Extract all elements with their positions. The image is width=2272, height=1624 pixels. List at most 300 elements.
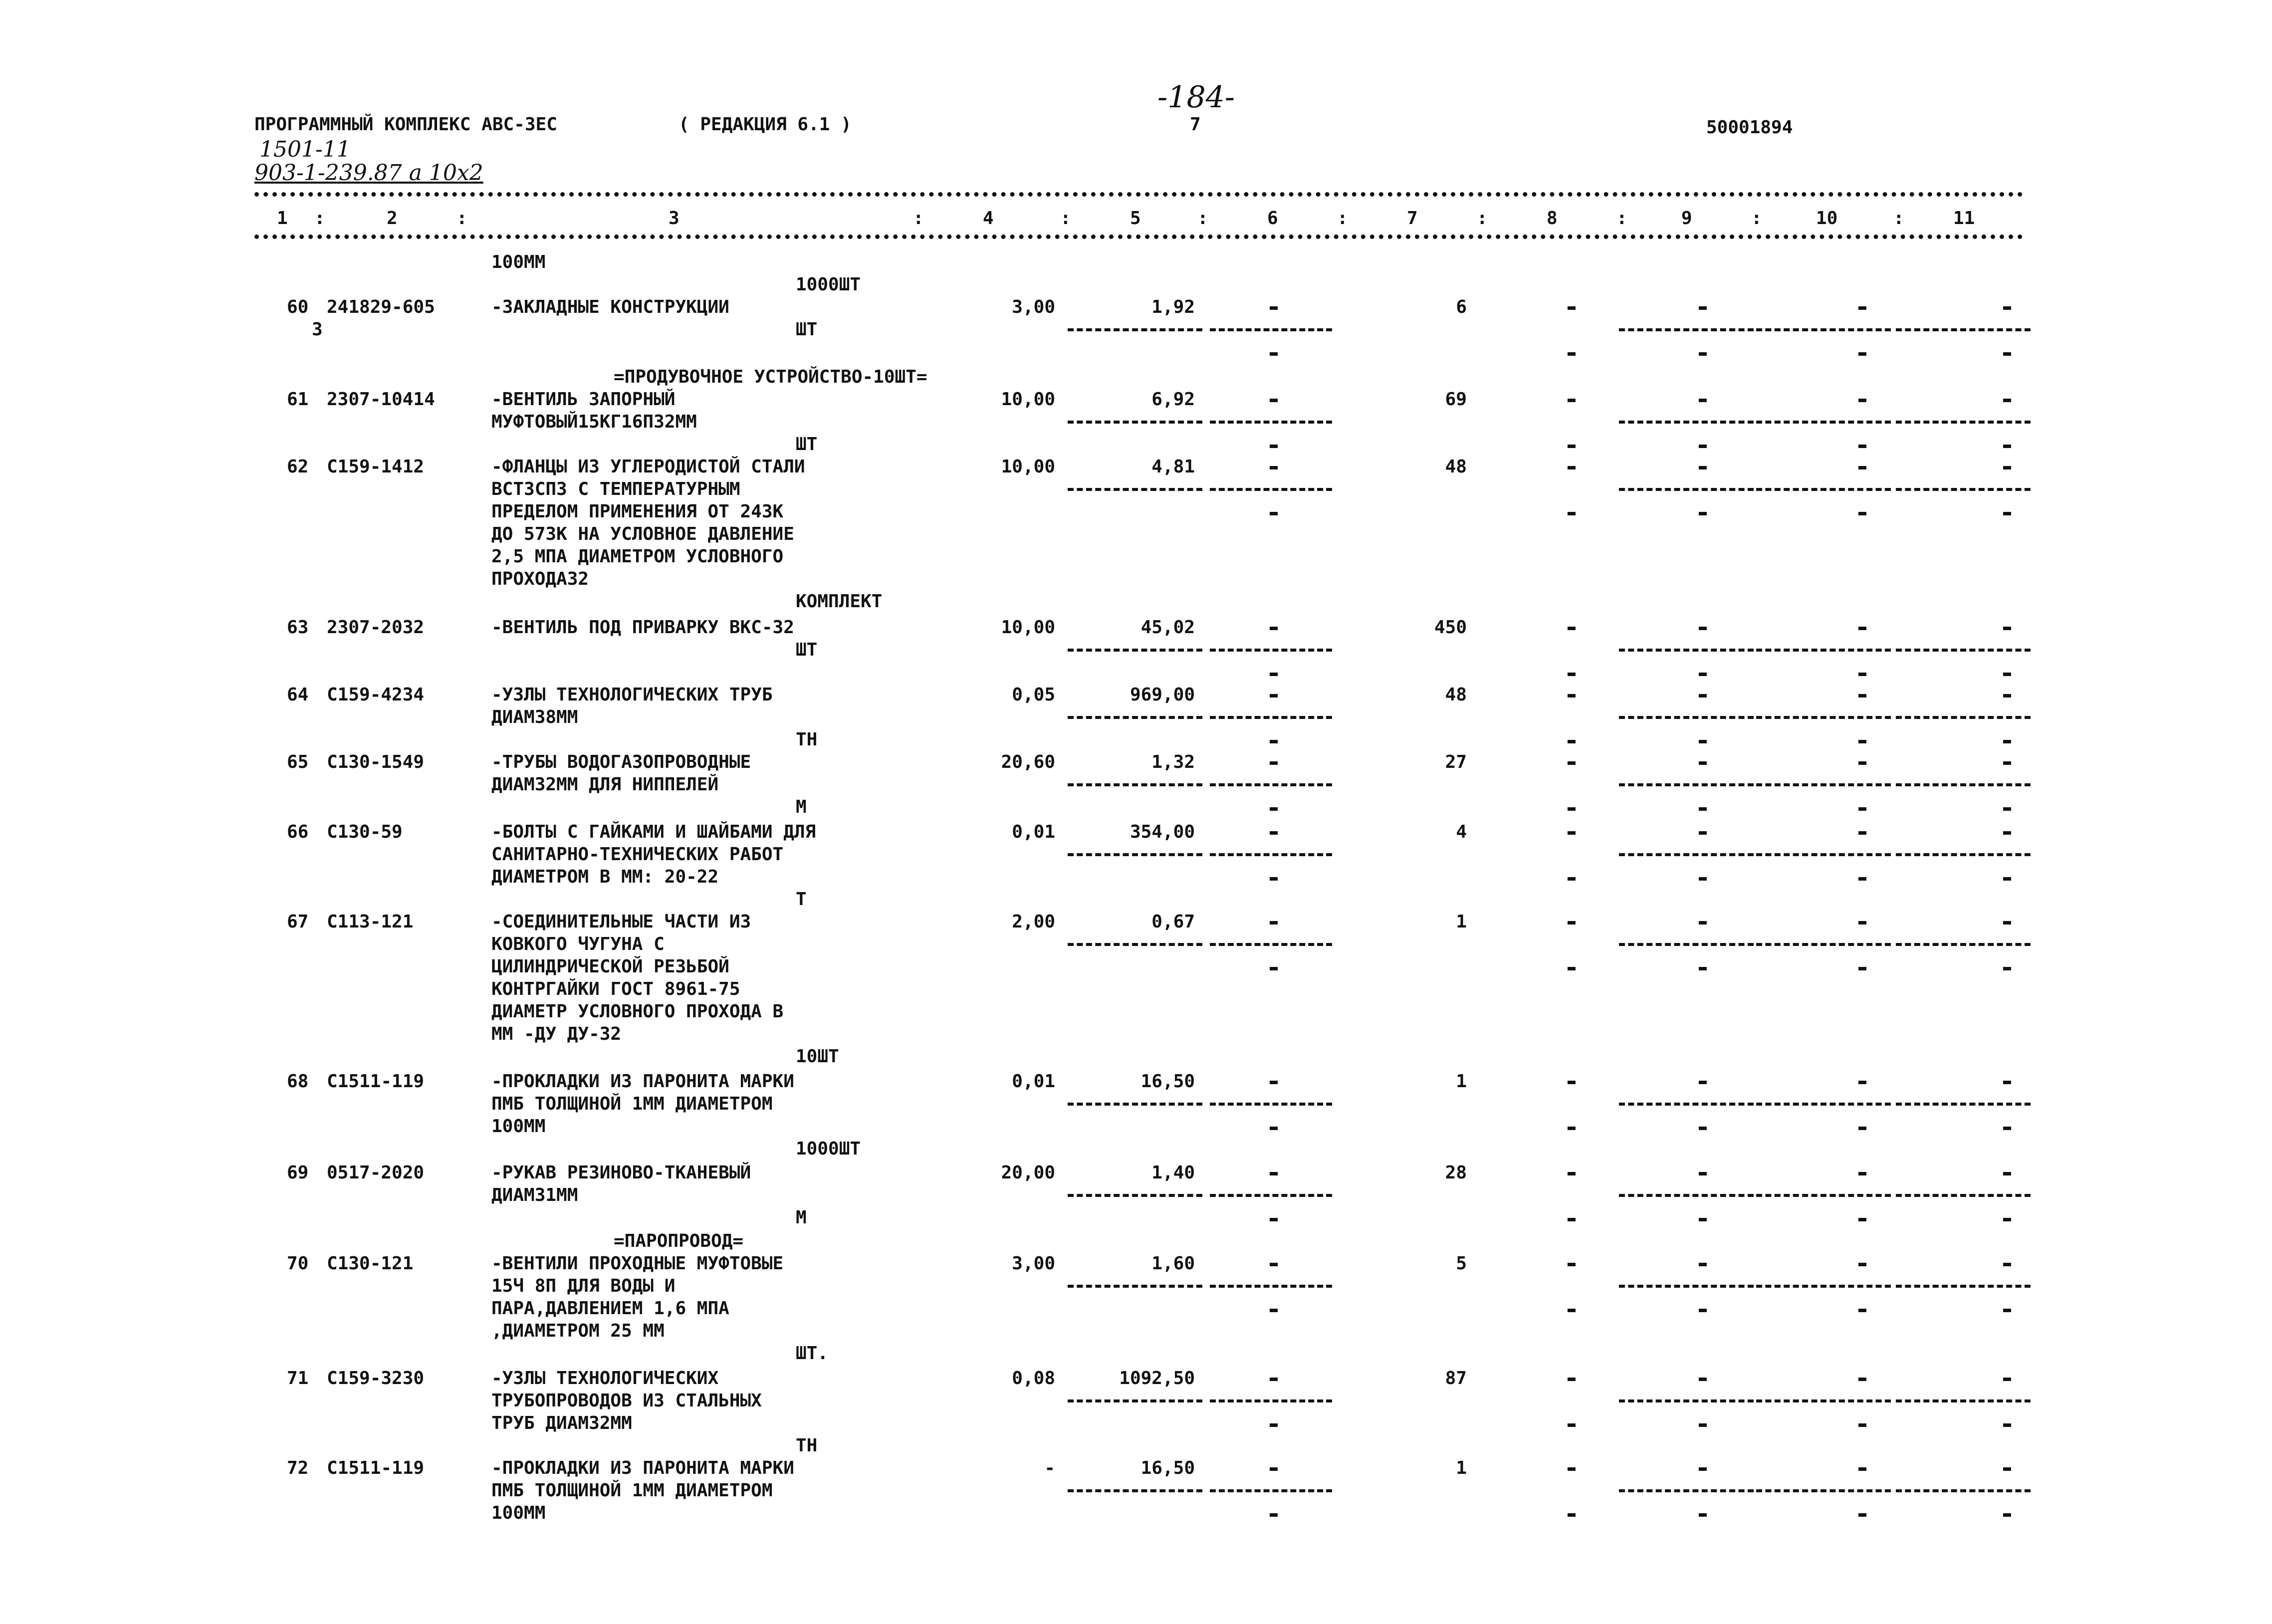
zero-value-mark (1568, 306, 1576, 310)
zero-value-mark (1699, 466, 1707, 469)
zero-value-mark (1568, 1127, 1576, 1130)
resource-code: С159-3230 (327, 1368, 425, 1389)
zero-value-mark (1568, 694, 1576, 697)
item-description-line: ДО 573К НА УСЛОВНОЕ ДАВЛЕНИЕ (491, 524, 794, 544)
item-unit-price: 6,92 (1151, 389, 1195, 410)
item-quantity: 10,00 (1001, 617, 1055, 638)
cost-divider (1210, 1285, 1332, 1288)
zero-value-mark (2003, 1309, 2011, 1312)
resource-code: С1511-119 (327, 1071, 425, 1092)
resource-code: С130-59 (327, 822, 403, 842)
program-title: ПРОГРАММНЫЙ КОМПЛЕКС АВС-ЗЕС (254, 114, 557, 135)
column-header-row: 1 : 2 : 3 : 4 : 5 : 6 : 7 : 8 : 9 : 10 : 11 (277, 208, 1975, 229)
cost-divider (1619, 488, 1754, 491)
table-row-67 (0, 913, 2272, 1065)
item-total: 4 (1456, 822, 1467, 842)
zero-value-mark (1699, 1423, 1707, 1427)
item-quantity: - (1044, 1458, 1055, 1478)
handwritten-note-1: 1501-11 (259, 137, 351, 162)
cost-divider (1210, 649, 1332, 652)
cost-divider (1210, 716, 1332, 719)
cost-divider (1210, 1103, 1332, 1106)
cost-divider (1619, 1103, 1754, 1106)
cost-divider (1619, 783, 1754, 786)
zero-value-mark (1270, 1513, 1278, 1517)
zero-value-mark (1270, 1172, 1278, 1175)
item-unit: ШТ (796, 640, 818, 660)
row-number: 66 (287, 822, 309, 842)
cost-divider (1896, 1103, 2031, 1106)
item-unit-price: 1,60 (1151, 1253, 1195, 1274)
row-number: 69 (287, 1162, 309, 1183)
cost-divider (1068, 783, 1202, 786)
item-description-line: -ЗАКЛАДНЫЕ КОНСТРУКЦИИ (491, 297, 729, 317)
continued-unit: 1000ШТ (796, 274, 861, 295)
cost-divider (1619, 1399, 1754, 1402)
cost-divider (1068, 943, 1202, 946)
zero-value-mark (1699, 1218, 1707, 1221)
resource-code: С1511-119 (327, 1458, 425, 1478)
continued-text: 100ММ (491, 252, 546, 272)
cost-divider (1756, 943, 1891, 946)
zero-value-mark (1858, 761, 1866, 765)
column-header-7: 7 (1407, 208, 1418, 229)
zero-value-mark (1270, 967, 1278, 970)
item-description-line: ММ -ДУ ДУ-32 (491, 1024, 622, 1044)
cost-divider (1756, 1103, 1891, 1106)
item-total: 48 (1445, 457, 1467, 477)
zero-value-mark (1699, 1263, 1707, 1266)
cost-divider (1756, 716, 1891, 719)
cost-divider (1068, 1399, 1202, 1402)
zero-value-mark (2003, 1263, 2011, 1266)
zero-value-mark (1858, 673, 1866, 676)
item-description-line: ДИАМ38ММ (491, 707, 578, 727)
item-quantity: 2,00 (1012, 912, 1055, 932)
item-description-line: -ПРОКЛАДКИ ИЗ ПАРОНИТА МАРКИ (491, 1071, 794, 1092)
zero-value-mark (1699, 831, 1707, 835)
item-unit-price: 0,67 (1151, 912, 1195, 932)
item-unit: ТН (796, 729, 818, 750)
item-description-line: -ПРОКЛАДКИ ИЗ ПАРОНИТА МАРКИ (491, 1458, 794, 1478)
zero-value-mark (2003, 1513, 2011, 1517)
cost-divider (1756, 328, 1891, 331)
cost-divider (1210, 783, 1332, 786)
item-description-line: ПАРА,ДАВЛЕНИЕМ 1,6 МПА (491, 1298, 729, 1319)
column-header-11: 11 (1953, 208, 1975, 229)
item-description-line: 2,5 МПА ДИАМЕТРОМ УСЛОВНОГО (491, 546, 784, 567)
cost-divider (1896, 1285, 2031, 1288)
resource-code: 241829-605 (327, 297, 435, 317)
item-unit-price: 4,81 (1151, 457, 1195, 477)
item-total: 87 (1445, 1368, 1467, 1389)
item-description-line: 15Ч 8П ДЛЯ ВОДЫ И (491, 1276, 676, 1296)
item-description-line: ДИАМЕТРОМ В ММ: 20-22 (491, 867, 719, 887)
zero-value-mark (2003, 445, 2011, 448)
zero-value-mark (1858, 1172, 1866, 1175)
zero-value-mark (1568, 1467, 1576, 1471)
cost-divider (1619, 1489, 1754, 1492)
item-description-line: 100ММ (491, 1503, 546, 1523)
item-quantity: 10,00 (1001, 389, 1055, 410)
zero-value-mark (1568, 627, 1576, 630)
item-total: 28 (1445, 1162, 1467, 1183)
cost-divider (1210, 1489, 1332, 1492)
zero-value-mark (2003, 1467, 2011, 1471)
zero-value-mark (1699, 1378, 1707, 1381)
row-number: 67 (287, 912, 309, 932)
item-description-line: -ФЛАНЦЫ ИЗ УГЛЕРОДИСТОЙ СТАЛИ (491, 457, 805, 477)
table-row-71 (0, 1370, 2272, 1454)
row-number: 64 (287, 685, 309, 705)
zero-value-mark (1270, 1218, 1278, 1221)
cost-divider (1068, 1194, 1202, 1197)
cost-divider (1068, 488, 1202, 491)
zero-value-mark (1568, 445, 1576, 448)
item-unit: 10ШТ (796, 1046, 839, 1067)
zero-value-mark (1858, 306, 1866, 310)
table-row-62 (0, 458, 2272, 610)
cost-divider (1619, 1194, 1754, 1197)
zero-value-mark (1270, 673, 1278, 676)
column-header-2: 2 (387, 208, 398, 229)
item-description-line: ВСТ3СП3 С ТЕМПЕРАТУРНЫМ (491, 479, 740, 499)
item-quantity: 20,00 (1001, 1162, 1055, 1183)
zero-value-mark (1699, 1513, 1707, 1517)
item-unit-price: 354,00 (1130, 822, 1195, 842)
zero-value-mark (1568, 921, 1576, 925)
item-total: 69 (1445, 389, 1467, 410)
item-unit: КОМПЛЕКТ (796, 591, 883, 612)
cost-divider (1068, 328, 1202, 331)
item-description-line: 100ММ (491, 1116, 546, 1137)
zero-value-mark (1858, 807, 1866, 811)
rule-line-bottom (254, 234, 2023, 239)
zero-value-mark (1699, 512, 1707, 515)
resource-code: 2307-10414 (327, 389, 435, 410)
item-unit: ШТ (796, 319, 818, 340)
column-header-3: 3 (669, 208, 680, 229)
zero-value-mark (1270, 807, 1278, 811)
cost-divider (1896, 1489, 2031, 1492)
item-description-line: -ВЕНТИЛЬ ЗАПОРНЫЙ (491, 389, 676, 410)
zero-value-mark (2003, 627, 2011, 630)
cost-divider (1068, 1489, 1202, 1492)
zero-value-mark (2003, 921, 2011, 925)
cost-divider (1896, 421, 2031, 424)
item-unit: М (796, 797, 807, 817)
zero-value-mark (1270, 466, 1278, 469)
zero-value-mark (1699, 627, 1707, 630)
zero-value-mark (1568, 1423, 1576, 1427)
cost-divider (1896, 1399, 2031, 1402)
item-description-line: -ВЕНТИЛИ ПРОХОДНЫЕ МУФТОВЫЕ (491, 1253, 784, 1274)
row-number: 60 (287, 297, 309, 317)
section-title: =ПАРОПРОВОД= (614, 1231, 744, 1251)
item-unit: 1000ШТ (796, 1139, 861, 1159)
item-total: 27 (1445, 752, 1467, 772)
page-number: -184- (1157, 80, 1235, 115)
zero-value-mark (2003, 352, 2011, 356)
zero-value-mark (1858, 352, 1866, 356)
cost-divider (1756, 421, 1891, 424)
cost-divider (1619, 649, 1754, 652)
item-unit-price: 1092,50 (1119, 1368, 1195, 1389)
zero-value-mark (2003, 1081, 2011, 1084)
zero-value-mark (2003, 761, 2011, 765)
cost-divider (1756, 1489, 1891, 1492)
zero-value-mark (1270, 1081, 1278, 1084)
cost-divider (1896, 783, 2031, 786)
cost-divider (1756, 783, 1891, 786)
zero-value-mark (1699, 740, 1707, 743)
zero-value-mark (1858, 627, 1866, 630)
item-unit-price: 16,50 (1140, 1458, 1195, 1478)
cost-divider (1619, 943, 1754, 946)
cost-divider (1210, 488, 1332, 491)
cost-divider (1896, 328, 2031, 331)
zero-value-mark (1270, 512, 1278, 515)
zero-value-mark (1858, 512, 1866, 515)
table-row-63 (0, 619, 2272, 659)
item-quantity: 20,60 (1001, 752, 1055, 772)
resource-code: С113-121 (327, 912, 414, 932)
zero-value-mark (2003, 466, 2011, 469)
section-title: =ПРОДУВОЧНОЕ УСТРОЙСТВО-10ШТ= (614, 367, 927, 387)
item-description-line: -СОЕДИНИТЕЛЬНЫЕ ЧАСТИ ИЗ (491, 912, 751, 932)
item-description-line: -РУКАВ РЕЗИНОВО-ТКАНЕВЫЙ (491, 1162, 751, 1183)
zero-value-mark (2003, 967, 2011, 970)
table-row-66 (0, 823, 2272, 908)
resource-code: 0517-2020 (327, 1162, 425, 1183)
cost-divider (1896, 716, 2031, 719)
zero-value-mark (1858, 445, 1866, 448)
zero-value-mark (1858, 399, 1866, 402)
cost-divider (1210, 421, 1332, 424)
zero-value-mark (1568, 466, 1576, 469)
zero-value-mark (2003, 512, 2011, 515)
zero-value-mark (1568, 761, 1576, 765)
item-description-line: КОВКОГО ЧУГУНА С (491, 934, 665, 954)
zero-value-mark (1568, 1378, 1576, 1381)
item-unit: М (796, 1207, 807, 1228)
zero-value-mark (2003, 1423, 2011, 1427)
table-row-70 (0, 1255, 2272, 1362)
zero-value-mark (1270, 1423, 1278, 1427)
zero-value-mark (2003, 1378, 2011, 1381)
cost-divider (1756, 853, 1891, 856)
zero-value-mark (2003, 306, 2011, 310)
zero-value-mark (1270, 1378, 1278, 1381)
cost-divider (1896, 1194, 2031, 1197)
zero-value-mark (1699, 306, 1707, 310)
zero-value-mark (1568, 877, 1576, 881)
zero-value-mark (1699, 352, 1707, 356)
cost-divider (1619, 421, 1754, 424)
zero-value-mark (1858, 877, 1866, 881)
cost-divider (1068, 716, 1202, 719)
zero-value-mark (2003, 1218, 2011, 1221)
zero-value-mark (1858, 1309, 1866, 1312)
cost-divider (1210, 1194, 1332, 1197)
cost-divider (1896, 649, 2031, 652)
item-description-line: -УЗЛЫ ТЕХНОЛОГИЧЕСКИХ (491, 1368, 719, 1389)
handwritten-note-2: 903-1-239.87 а 10х2 (254, 160, 483, 186)
zero-value-mark (1270, 921, 1278, 925)
item-description-line: ПМБ ТОЛЩИНОЙ 1ММ ДИАМЕТРОМ (491, 1094, 773, 1114)
item-description-line: ЦИЛИНДРИЧЕСКОЙ РЕЗЬБОЙ (491, 956, 729, 977)
cost-divider (1756, 1285, 1891, 1288)
cost-divider (1619, 1285, 1754, 1288)
item-unit: ШТ. (796, 1343, 829, 1364)
zero-value-mark (1858, 1378, 1866, 1381)
item-description-line: ТРУБ ДИАМ32ММ (491, 1413, 632, 1433)
item-description-line: -УЗЛЫ ТЕХНОЛОГИЧЕСКИХ ТРУБ (491, 685, 773, 705)
zero-value-mark (1858, 1263, 1866, 1266)
item-unit-price: 1,32 (1151, 752, 1195, 772)
zero-value-mark (1699, 673, 1707, 676)
zero-value-mark (1270, 445, 1278, 448)
cost-divider (1068, 649, 1202, 652)
zero-value-mark (1270, 877, 1278, 881)
zero-value-mark (1699, 807, 1707, 811)
cost-divider (1210, 1399, 1332, 1402)
cost-divider (1068, 853, 1202, 856)
row-number: 61 (287, 389, 309, 410)
table-row-68 (0, 1073, 2272, 1158)
item-unit-price: 1,92 (1151, 297, 1195, 317)
page-sub-number: 7 (1190, 114, 1201, 135)
item-description-line: КОНТРГАЙКИ ГОСТ 8961-75 (491, 979, 740, 999)
zero-value-mark (1699, 877, 1707, 881)
row-number: 65 (287, 752, 309, 772)
zero-value-mark (1568, 831, 1576, 835)
zero-value-mark (1858, 921, 1866, 925)
cost-divider (1068, 421, 1202, 424)
zero-value-mark (1858, 967, 1866, 970)
column-header-5: 5 (1130, 208, 1141, 229)
zero-value-mark (1568, 1263, 1576, 1266)
zero-value-mark (1270, 627, 1278, 630)
item-description-line: ПМБ ТОЛЩИНОЙ 1ММ ДИАМЕТРОМ (491, 1480, 773, 1501)
zero-value-mark (1270, 1127, 1278, 1130)
cost-divider (1068, 1285, 1202, 1288)
item-description-line: ,ДИАМЕТРОМ 25 ММ (491, 1321, 665, 1341)
item-unit: Т (796, 889, 807, 910)
item-description-line: -ТРУБЫ ВОДОГАЗОПРОВОДНЫЕ (491, 752, 751, 772)
zero-value-mark (1270, 352, 1278, 356)
zero-value-mark (1699, 1172, 1707, 1175)
item-quantity: 3,00 (1012, 297, 1055, 317)
zero-value-mark (1858, 1513, 1866, 1517)
zero-value-mark (2003, 740, 2011, 743)
cost-divider (1756, 488, 1891, 491)
zero-value-mark (1568, 807, 1576, 811)
resource-code-cont: 3 (312, 319, 323, 340)
column-header-9: 9 (1681, 208, 1692, 229)
cost-divider (1210, 853, 1332, 856)
cost-divider (1896, 853, 2031, 856)
item-quantity: 0,01 (1012, 822, 1055, 842)
cost-divider (1210, 943, 1332, 946)
zero-value-mark (2003, 399, 2011, 402)
cost-divider (1210, 328, 1332, 331)
row-number: 63 (287, 617, 309, 638)
zero-value-mark (1568, 399, 1576, 402)
column-header-6: 6 (1267, 208, 1278, 229)
zero-value-mark (1699, 1309, 1707, 1312)
item-description-line: ДИАМЕТР УСЛОВНОГО ПРОХОДА В (491, 1001, 784, 1022)
zero-value-mark (1858, 740, 1866, 743)
cost-divider (1619, 853, 1754, 856)
doc-number: 50001894 (1706, 117, 1793, 138)
zero-value-mark (1568, 673, 1576, 676)
zero-value-mark (1858, 694, 1866, 697)
resource-code: С130-1549 (327, 752, 425, 772)
cost-divider (1756, 1399, 1891, 1402)
resource-code: С159-1412 (327, 457, 425, 477)
cost-divider (1756, 649, 1891, 652)
zero-value-mark (2003, 694, 2011, 697)
zero-value-mark (2003, 673, 2011, 676)
row-number: 71 (287, 1368, 309, 1389)
cost-divider (1896, 488, 2031, 491)
row-number: 70 (287, 1253, 309, 1274)
item-quantity: 10,00 (1001, 457, 1055, 477)
item-description-line: ПРЕДЕЛОМ ПРИМЕНЕНИЯ ОТ 243К (491, 501, 784, 522)
zero-value-mark (1270, 761, 1278, 765)
zero-value-mark (2003, 831, 2011, 835)
cost-divider (1619, 716, 1754, 719)
zero-value-mark (1699, 445, 1707, 448)
item-unit-price: 16,50 (1140, 1071, 1195, 1092)
item-unit-price: 969,00 (1130, 685, 1195, 705)
row-number: 72 (287, 1458, 309, 1478)
zero-value-mark (1858, 1081, 1866, 1084)
zero-value-mark (1858, 1423, 1866, 1427)
zero-value-mark (2003, 1172, 2011, 1175)
zero-value-mark (1858, 1467, 1866, 1471)
zero-value-mark (1270, 399, 1278, 402)
column-header-10: 10 (1816, 208, 1838, 229)
zero-value-mark (2003, 807, 2011, 811)
zero-value-mark (1699, 694, 1707, 697)
zero-value-mark (1858, 831, 1866, 835)
resource-code: С130-121 (327, 1253, 414, 1274)
resource-code: 2307-2032 (327, 617, 425, 638)
zero-value-mark (1270, 740, 1278, 743)
column-header-8: 8 (1547, 208, 1558, 229)
cost-divider (1756, 1194, 1891, 1197)
zero-value-mark (1270, 1467, 1278, 1471)
item-description-line: ДИАМ31ММ (491, 1185, 578, 1205)
item-description-line: -ВЕНТИЛЬ ПОД ПРИВАРКУ ВКС-32 (491, 617, 794, 638)
zero-value-mark (1568, 352, 1576, 356)
zero-value-mark (1699, 1467, 1707, 1471)
item-total: 48 (1445, 685, 1467, 705)
rule-line-top (254, 192, 2023, 197)
zero-value-mark (1568, 967, 1576, 970)
zero-value-mark (1270, 1309, 1278, 1312)
row-number: 68 (287, 1071, 309, 1092)
item-unit: ШТ (796, 434, 818, 455)
item-total: 5 (1456, 1253, 1467, 1274)
zero-value-mark (1270, 831, 1278, 835)
zero-value-mark (1858, 466, 1866, 469)
item-total: 450 (1434, 617, 1467, 638)
item-description-line: -БОЛТЫ С ГАЙКАМИ И ШАЙБАМИ ДЛЯ (491, 822, 816, 842)
item-unit-price: 45,02 (1140, 617, 1195, 638)
